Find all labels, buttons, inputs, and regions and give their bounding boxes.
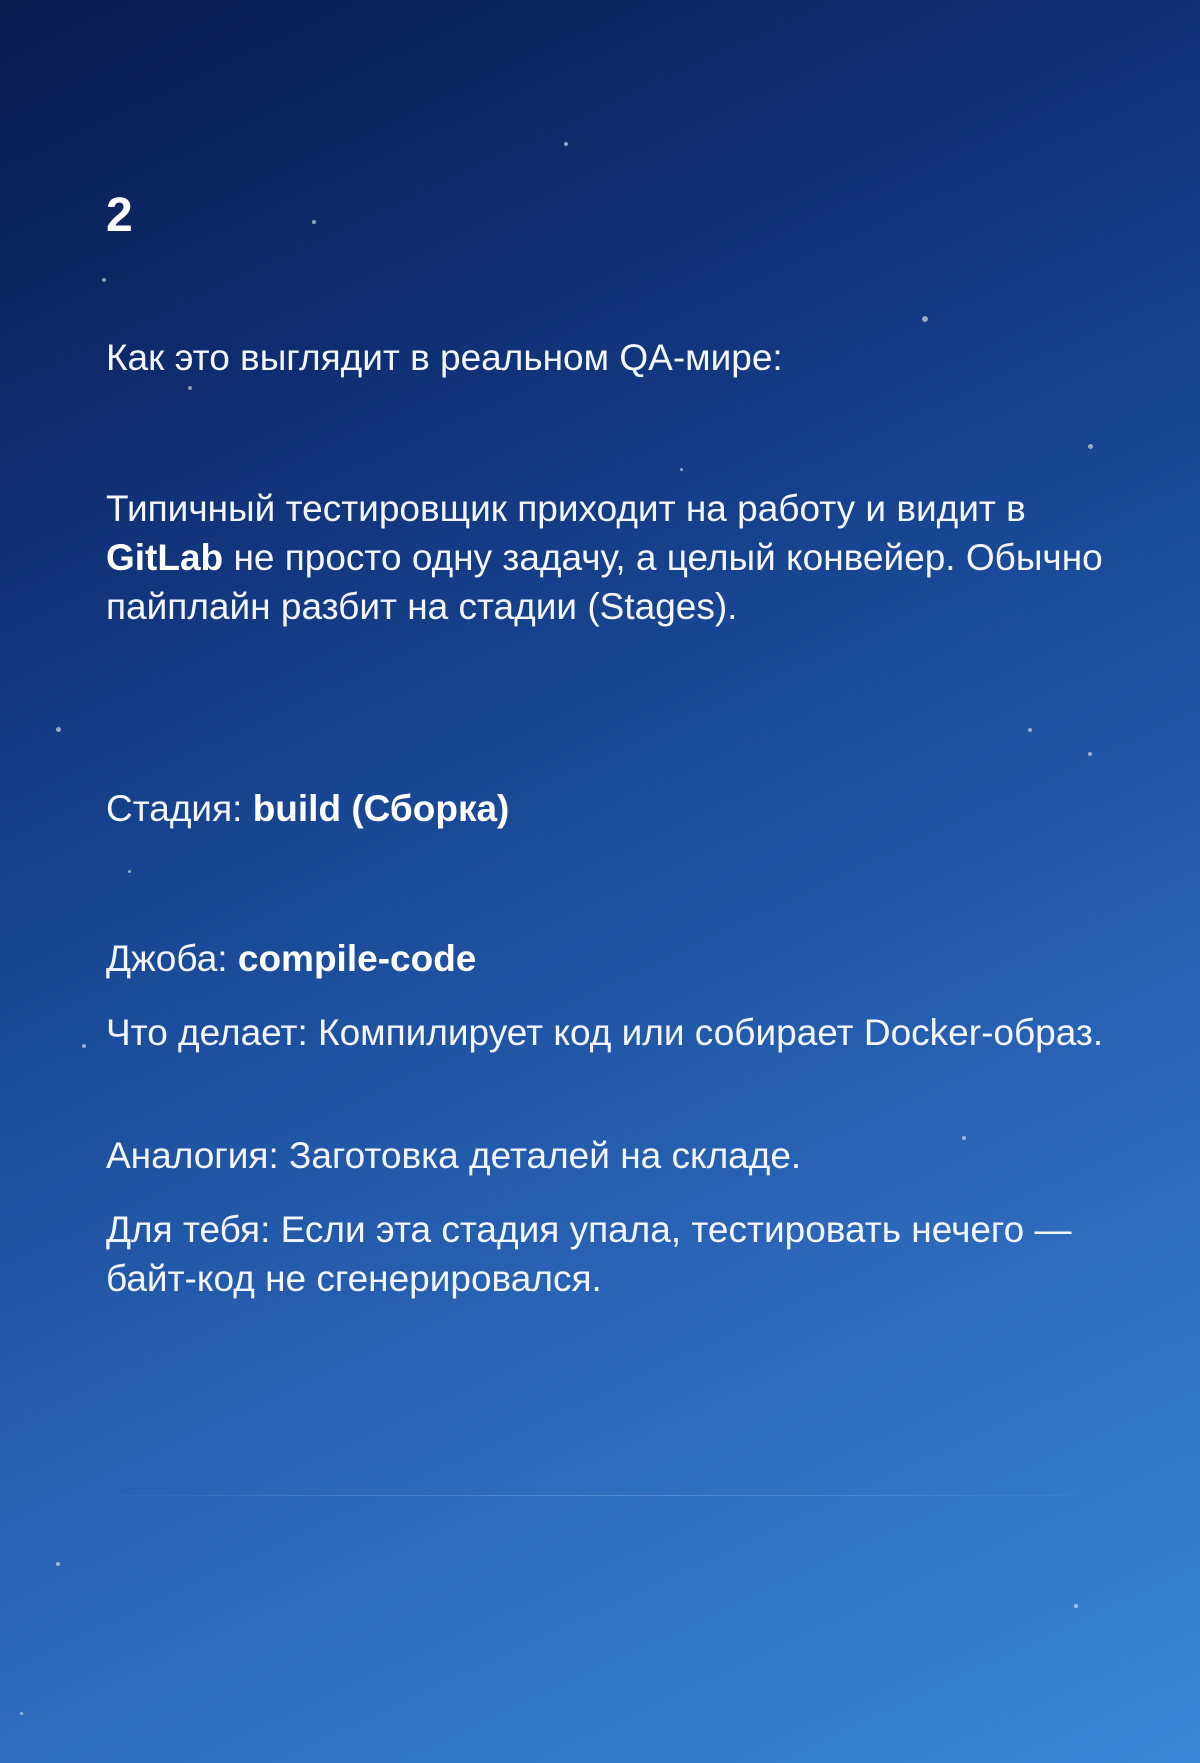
job-line [106, 934, 1106, 983]
stage-label: Стадия: [106, 788, 253, 829]
paragraph-text: Типичный тестировщик приходит на работу и видит в [106, 488, 1026, 529]
star-decoration [20, 1712, 23, 1715]
star-decoration [1088, 752, 1092, 756]
star-decoration [128, 870, 131, 873]
star-decoration [56, 1562, 60, 1566]
page-number: 2 [106, 189, 134, 242]
star-decoration [188, 386, 192, 390]
paragraph-bold-gitlab: GitLab [106, 537, 224, 578]
star-decoration [922, 316, 928, 322]
star-decoration [82, 1044, 86, 1048]
stage-line [106, 784, 1106, 833]
intro-paragraph [106, 484, 1106, 631]
star-decoration [102, 278, 106, 282]
divider-line [117, 1495, 1083, 1496]
star-decoration [56, 727, 61, 732]
star-decoration [564, 142, 568, 146]
star-decoration [1088, 444, 1093, 449]
star-decoration [1074, 1604, 1078, 1608]
star-decoration [312, 220, 316, 224]
stage-value: build (Сборка) [252, 788, 510, 829]
job-value: compile-code [237, 938, 477, 979]
intro-heading: Как это выглядит в реальном QA-мире: [106, 337, 783, 378]
for-you-text: Для тебя: Если эта стадия упала, тестировать нечего — байт-код не сгенерировался. [106, 1209, 1072, 1299]
paragraph-text: не просто одну задачу, а целый конвейер. Обычно пайплайн разбит на стадии (Stages). [106, 537, 1103, 627]
star-decoration [1028, 728, 1032, 732]
job-label: Джоба: [106, 938, 238, 979]
what-it-does-text: Что делает: Компилирует код или собирает Docker-образ. [106, 1012, 1104, 1053]
star-decoration [680, 468, 683, 471]
analogy-text: Аналогия: Заготовка деталей на складе. [106, 1135, 802, 1176]
